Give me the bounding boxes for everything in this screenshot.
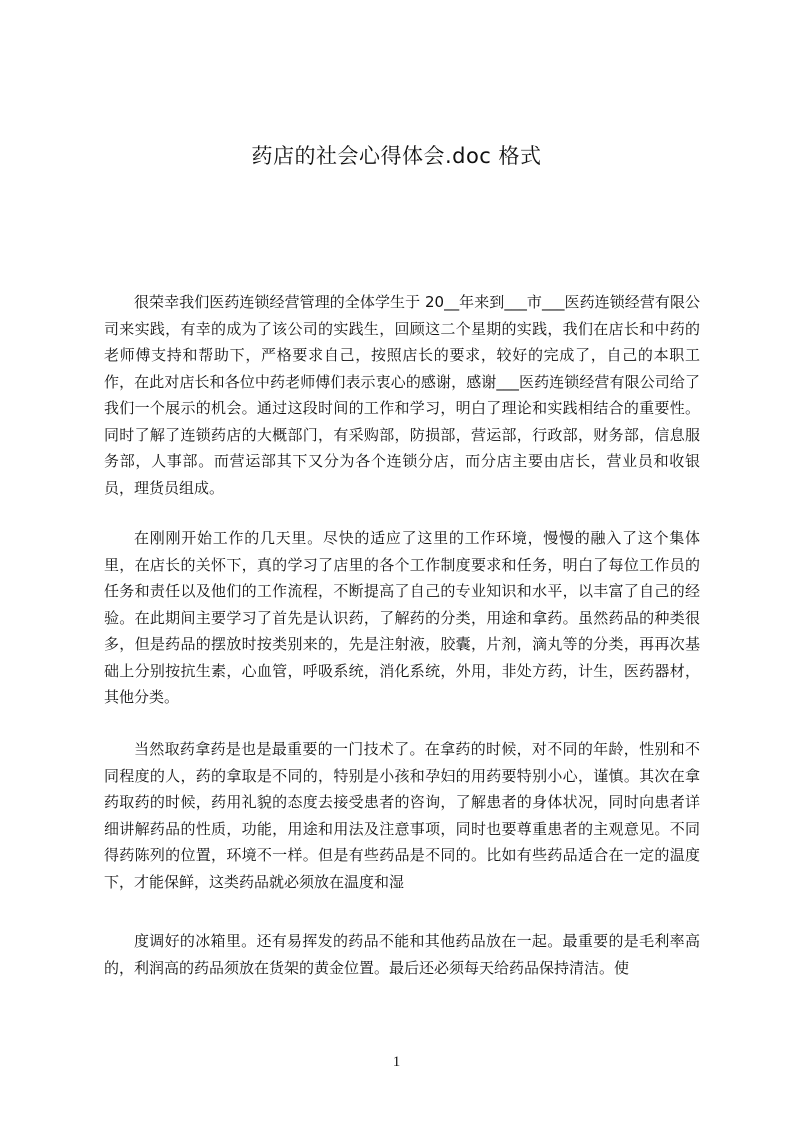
paragraph-1: 很荣幸我们医药连锁经营管理的全体学生于 20__年来到___市___医药连锁经营有限公司来实践，有幸的成为了该公司的实践生，回顾这二个星期的实践，我们在店长和中药的老师傅支持和帮助下，严格要求自己，按照店长的要求，较好的完成了，自己的本职工作，在此对店长和各位中药老师傅们表示衷心的感谢，感谢___医药连锁经营有限公司给了我们一个展示的机会。通过这段时间的工作和学习，明白了理论和实践相结合的重要性。同时了解了连锁药店的大概部门，有采购部，防损部，营运部，行政部，财务部，信息服务部，人事部。而营运部其下又分为各个连锁分店，而分店主要由店长，营业员和收银员，理货员组成。	[104, 293, 700, 497]
paragraph-2: 在刚刚开始工作的几天里。尽快的适应了这里的工作环境，慢慢的融入了这个集体里，在店长的关怀下，真的学习了店里的各个工作制度要求和任务，明白了每位工作员的任务和责任以及他们的工作流程，不断提高了自己的专业知识和水平，以丰富了自己的经验。在此期间主要学习了首先是认识药，了解药的分类，用途和拿药。虽然药品的种类很多，但是药品的摆放时按类别来的，先是注射液，胶囊，片剂，滴丸等的分类，再再次基础上分别按抗生素，心血管，呼吸系统，消化系统，外用，非处方药，计生，医药器材，其他分类。	[104, 529, 700, 706]
page-number: 1	[392, 1054, 401, 1070]
paragraph-3: 当然取药拿药是也是最重要的一门技术了。在拿药的时候，对不同的年龄，性别和不同程度的人，药的拿取是不同的，特别是小孩和孕妇的用药要特别小心，谨慎。其次在拿药取药的时候，药用礼貌的态度去接受患者的咨询，了解患者的身体状况，同时向患者详细讲解药品的性质，功能，用途和用法及注意事项，同时也要尊重患者的主观意见。不同得药陈列的位置，环境不一样。但是有些药品是不同的。比如有些药品适合在一定的温度下，才能保鲜，这类药品就必须放在温度和湿	[104, 740, 700, 891]
paragraph-4: 度调好的冰箱里。还有易挥发的药品不能和其他药品放在一起。最重要的是毛利率高的，利润高的药品须放在货架的黄金位置。最后还必须每天给药品保持清洁。使	[104, 932, 700, 977]
document-title: 药店的社会心得体会.doc 格式	[251, 144, 542, 168]
